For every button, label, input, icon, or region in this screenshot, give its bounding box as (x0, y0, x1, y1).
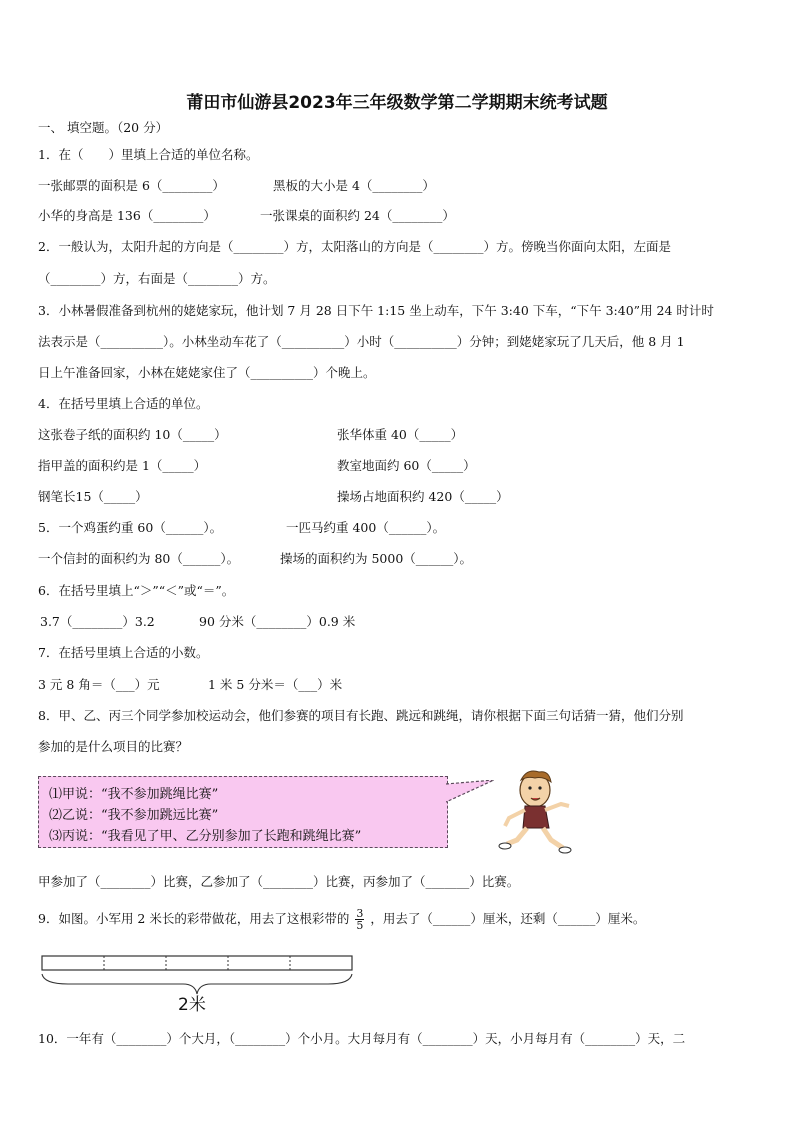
speech-bubble (38, 776, 448, 848)
q2-line-2: （________）方，右面是（________）方。 (38, 271, 276, 286)
q1-stem: 1．在（ ）里填上合适的单位名称。 (38, 147, 259, 162)
q2-line-1: 2．一般认为，太阳升起的方向是（________）方，太阳落山的方向是（________）方。傍晚当你面向太阳，左面是 (38, 239, 671, 254)
q9-line (38, 908, 645, 931)
q4-item-e: 钢笔长15（_____） (38, 489, 148, 504)
q7-stem: 7．在括号里填上合适的小数。 (38, 645, 209, 660)
q8-line-1: 8．甲、乙、丙三个同学参加校运动会，他们参赛的项目有长跑、跳远和跳绳，请你根据下面三句话猜一猜，他们分别 (38, 708, 684, 723)
statement-yi: ⑵乙说：“我不参加跳远比赛” (49, 808, 219, 823)
q7-item-a: 3 元 8 角＝（___）元 (38, 677, 160, 692)
ribbon-diagram (38, 952, 358, 1015)
q1-item-c: 小华的身高是 136（________） (38, 208, 216, 223)
q4-item-b: 张华体重 40（_____） (337, 427, 464, 442)
q6-item-b: 90 分米（________）0.9 米 (199, 614, 356, 629)
q6-item-a: 3.7（________）3.2 (40, 614, 155, 629)
q8-answer-line: 甲参加了（________）比赛，乙参加了（________）比赛，丙参加了（_______）比赛。 (38, 874, 520, 889)
section-heading: 一、 填空题。（20 分） (38, 120, 169, 135)
running-boy-illustration (487, 766, 577, 856)
fraction-denominator: 5 (356, 919, 364, 932)
q4-item-c: 指甲盖的面积约是 1（_____） (38, 458, 207, 473)
q1-item-a: 一张邮票的面积是 6（________） (38, 178, 225, 193)
q4-stem: 4．在括号里填上合适的单位。 (38, 396, 209, 411)
q5-item-c: 一个信封的面积约为 80（______）。 (38, 551, 240, 566)
q4-item-f: 操场占地面积约 420（_____） (337, 489, 509, 504)
q5-item-b: 一匹马约重 400（______）。 (286, 520, 446, 535)
q8-line-2: 参加的是什么项目的比赛？ (38, 739, 189, 754)
q9-text-after: ，用去了（______）厘米，还剩（______）厘米。 (370, 911, 646, 926)
q1-item-d: 一张课桌的面积约 24（________） (260, 208, 455, 223)
q1-item-b: 黑板的大小是 4（________） (273, 178, 435, 193)
ribbon-length-label: 2米 (178, 995, 206, 1015)
statement-jia: ⑴甲说：“我不参加跳绳比赛” (49, 787, 219, 802)
statement-bing: ⑶丙说：“我看见了甲、乙分别参加了长跑和跳绳比赛” (49, 829, 362, 844)
fraction-three-fifths (355, 908, 364, 931)
q4-item-d: 教室地面约 60（_____） (337, 458, 476, 473)
q3-line-3: 日上午准备回家，小林在姥姥家住了（__________）个晚上。 (38, 365, 376, 380)
q3-line-2: 法表示是（__________）。小林坐动车花了（__________）小时（__________）分钟；到姥姥家玩了几天后，他 8 月 1 (38, 334, 685, 349)
q9-text-before: 9．如图。小军用 2 米长的彩带做花，用去了这根彩带的 (38, 911, 350, 926)
q6-stem: 6．在括号里填上“＞”“＜”或“＝”。 (38, 583, 235, 598)
q5-item-a: 5．一个鸡蛋约重 60（______）。 (38, 520, 223, 535)
q3-line-1: 3．小林暑假准备到杭州的姥姥家玩，他计划 7 月 28 日下午 1:15 坐上动车，下午 3:40 下车，“下午 3:40”用 24 时计时 (38, 303, 714, 318)
q5-item-d: 操场的面积约为 5000（______）。 (280, 551, 473, 566)
fraction-numerator: 3 (356, 907, 364, 920)
q4-item-a: 这张卷子纸的面积约 10（_____） (38, 427, 227, 442)
q10-line-1: 10．一年有（________）个大月，（________）个小月。大月每月有（________）天，小月每月有（________）天，二 (38, 1031, 686, 1046)
page-title: 莆田市仙游县2023年三年级数学第二学期期末统考试题 (186, 93, 608, 113)
q7-item-b: 1 米 5 分米＝（___）米 (208, 677, 343, 692)
